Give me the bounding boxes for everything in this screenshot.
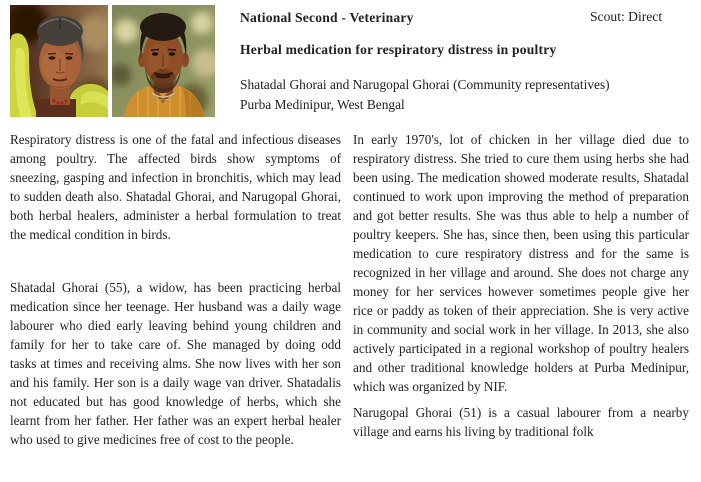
page-title: Herbal medication for respiratory distress in poultry xyxy=(240,42,557,57)
location-line: Purba Medinipur, West Bengal xyxy=(240,97,405,112)
left-paragraph-2: Shatadal Ghorai (55), a widow, has been practicing herbal medication since her teenage. Her husband was a daily wage labourer who died early leaving behind young children and family for her to take care of. She managed by doing odd tasks at times and receiving alms. She now lives with her son and his family. Her son is a daily wage van driver. Shatadalis not educated but has good knowledge of herbs, which she learnt from her father. Her father was an expert herbal healer who used to give medicines free of cost to the people. xyxy=(10,280,341,447)
right-paragraph-2: Narugopal Ghorai (51) is a casual labourer from a nearby village and earns his living by traditional folk xyxy=(353,405,689,439)
left-paragraph-1: Respiratory distress is one of the fatal and infectious diseases among poultry. The affected birds show symptoms of sneezing, gasping and infection in bronchitis, which may lead to sudden death also. Shatadal Ghorai, and Narugopal Ghorai, both herbal healers, administer a herbal formulation to treat the medical condition in birds. xyxy=(10,132,341,242)
left-column xyxy=(10,130,341,449)
right-paragraph-1: In early 1970's, lot of chicken in her village died due to respiratory distress. She tried to cure them using herbs she had been using. The medication showed moderate results, Shatadal continued to work upon improving the method of preparation and got better results. She was thus able to help a number of poultry keepers. She has, since then, been using this particular medication to cure respiratory distress and for the same is recognized in her village and around. She does not charge any money for her services however sometimes people give her rice or paddy as token of their appreciation. She is very active in community and social work in her village. In 2013, she also actively participated in a regional workshop of poultry healers and other traditional knowledge holders at Purba Medinipur, which was organized by NIF. xyxy=(353,132,689,394)
scout-label: Scout: Direct xyxy=(590,9,663,24)
award-category: National Second - Veterinary xyxy=(240,10,414,25)
photo-shatadal-ghorai xyxy=(10,5,108,117)
photo-strip xyxy=(10,5,215,117)
photo-narugopal-ghorai xyxy=(112,5,215,117)
authors-line: Shatadal Ghorai and Narugopal Ghorai (Community representatives) xyxy=(240,77,610,92)
right-column xyxy=(353,130,689,441)
